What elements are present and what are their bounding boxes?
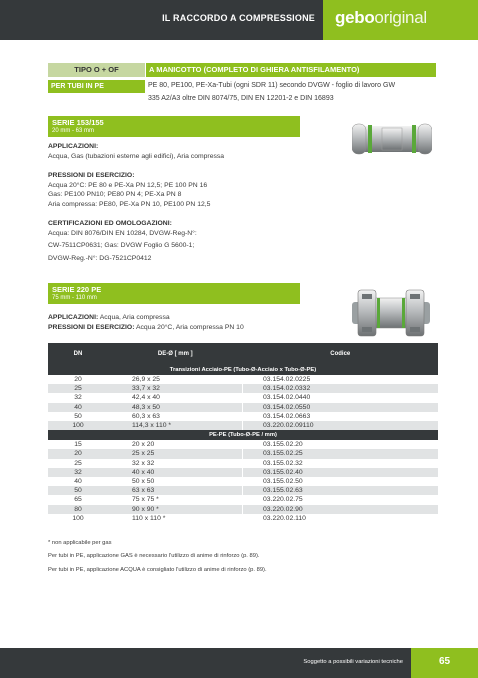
applications-heading-2: APPLICAZIONI: [48, 314, 99, 321]
cell-dn: 100 [48, 421, 108, 430]
cell-dn: 20 [48, 375, 108, 384]
cell-dn: 32 [48, 468, 108, 477]
series-2-banner [48, 283, 300, 304]
cell-dn: 100 [48, 514, 108, 523]
table-row [48, 412, 438, 421]
table-row [48, 468, 438, 477]
section-title: Transizioni Acciaio-PE (Tubo-Ø-Acciaio x Tubo-Ø-PE) [48, 365, 438, 375]
cell-code: 03.220.02.75 [243, 495, 439, 504]
cell-de: 20 x 20 [108, 440, 243, 449]
series-2-range: 75 mm - 110 mm [52, 295, 97, 301]
page-number: 65 [438, 656, 451, 667]
series-1-range: 20 mm - 63 mm [52, 128, 95, 134]
cert-heading: CERTIFICAZIONI ED OMOLOGAZIONI: [48, 220, 172, 227]
footer-note: Soggetto a possibili variazioni tecniche [303, 659, 403, 665]
cell-de: 40 x 40 [108, 468, 243, 477]
cell-dn: 25 [48, 459, 108, 468]
table-section-header [48, 365, 438, 375]
brand-logo: gebooriginal [335, 8, 427, 27]
cell-de: 50 x 50 [108, 477, 243, 486]
type-row [48, 63, 436, 77]
cell-de: 25 x 25 [108, 449, 243, 458]
cell-de: 75 x 75 * [108, 495, 243, 504]
table-row [48, 477, 438, 486]
footnote-2: Per tubi in PE, applicazione GAS è necessario l'utilizzo di anime di rinforzo (p. 89). [48, 553, 260, 559]
pressure-heading: PRESSIONI DI ESERCIZIO: [48, 172, 135, 179]
cell-code: 03.220.02.110 [243, 514, 439, 523]
cell-dn: 25 [48, 384, 108, 393]
table-row [48, 495, 438, 504]
table-row [48, 505, 438, 514]
cell-dn: 15 [48, 440, 108, 449]
cell-de: 26,9 x 25 [108, 375, 243, 384]
cell-dn: 20 [48, 449, 108, 458]
product-table [48, 343, 438, 523]
cell-de: 114,3 x 110 * [108, 421, 243, 430]
table-row [48, 449, 438, 458]
header-dn: DN [48, 343, 108, 365]
header-title: IL RACCORDO A COMPRESSIONE [162, 13, 315, 23]
cell-de: 32 x 32 [108, 459, 243, 468]
cell-code: 03.155.02.63 [243, 486, 439, 495]
pressure-heading-2: PRESSIONI DI ESERCIZIO: [48, 323, 135, 331]
cell-code: 03.155.02.20 [243, 440, 439, 449]
series-1-details: APPLICAZIONI: Acqua, Gas (tubazioni esterne agli edifici), Aria compressa PRESSIONI DI ESERCIZIO: Acqua 20°C: PE 80 e PE-Xa PN 12,5; PE 100 PN 16 Gas: PE100 PN10; PE80 PN 4; PE-Xa PN 8 Aria compressa: PE80, PE-Xa PN 10, PE100 PN 12,5 CERTIFICAZIONI ED OMOLOGAZIONI: Acqua: DIN 8076/DIN EN 10284, DVGW-Reg-N°: CW-7511CP0631; Gas: DVGW Foglio G 5600-1; DVGW-Reg.-N°: DG-7521CP0412 [48, 142, 438, 263]
cell-dn: 50 [48, 412, 108, 421]
footnote-3: Per tubi in PE, applicazione ACQUA è consigliato l'utilizzo di anime di rinforzo (p. 89). [48, 567, 267, 573]
type-label: TIPO O + OF [48, 63, 145, 77]
cell-de: 90 x 90 * [108, 505, 243, 514]
table-header-row [48, 343, 438, 365]
header-bar [0, 0, 323, 40]
cell-code: 03.154.02.0440 [243, 393, 439, 402]
series-1-title: SERIE 153/155 [52, 118, 104, 127]
footnote-1: * non applicabile per gas [48, 540, 112, 546]
cell-code: 03.155.02.40 [243, 468, 439, 477]
series-2-details: APPLICAZIONI: Acqua, Aria compressa PRESSIONI DI ESERCIZIO: Acqua 20°C, Aria compressa PN 10 [48, 314, 244, 331]
header-de: DE-Ø [ mm ] [108, 343, 243, 365]
table-row [48, 440, 438, 449]
pipes-text: PE 80, PE100, PE-Xa-Tubi (ogni SDR 11) secondo DVGW - foglio di lavoro GW 335 A2/A3 oltre DIN 8074/75, DIN EN 12201-2 e DIN 16893 [148, 82, 396, 102]
cell-de: 48,3 x 50 [108, 403, 243, 412]
cell-dn: 40 [48, 403, 108, 412]
applications-text: Acqua, Gas (tubazioni esterne agli edifici), Aria compressa [48, 152, 225, 160]
cell-code: 03.154.02.0332 [243, 384, 439, 393]
cell-de: 42,4 x 40 [108, 393, 243, 402]
cell-code: 03.154.02.0550 [243, 403, 439, 412]
page-number-box [411, 648, 478, 678]
cell-de: 60,3 x 63 [108, 412, 243, 421]
type-value: A MANICOTTO (COMPLETO DI GHIERA ANTISFILAMENTO) [146, 63, 436, 77]
cell-de: 33,7 x 32 [108, 384, 243, 393]
series-2-title: SERIE 220 PE [52, 285, 102, 294]
cell-code: 03.220.02.09110 [243, 421, 439, 430]
applications-heading: APPLICAZIONI: [48, 143, 99, 150]
cell-dn: 32 [48, 393, 108, 402]
cell-code: 03.154.02.0225 [243, 375, 439, 384]
table-row [48, 375, 438, 384]
footer-bar [0, 648, 411, 678]
cell-code: 03.155.02.25 [243, 449, 439, 458]
table-row [48, 384, 438, 393]
section-title: PE-PE (Tubo-Ø-PE / mm) [48, 430, 438, 440]
cell-dn: 65 [48, 495, 108, 504]
header-code: Codice [243, 343, 439, 365]
cell-code: 03.154.02.0663 [243, 412, 439, 421]
table-row [48, 486, 438, 495]
cell-code: 03.155.02.50 [243, 477, 439, 486]
table-row [48, 514, 438, 523]
cell-dn: 40 [48, 477, 108, 486]
cell-dn: 50 [48, 486, 108, 495]
table-row [48, 403, 438, 412]
table-section-header [48, 430, 438, 440]
pipes-label: PER TUBI IN PE [48, 80, 145, 93]
series-1-banner [48, 116, 300, 137]
cell-code: 03.155.02.32 [243, 459, 439, 468]
table-row [48, 459, 438, 468]
cell-de: 110 x 110 * [108, 514, 243, 523]
table-row [48, 421, 438, 430]
cell-de: 63 x 63 [108, 486, 243, 495]
cell-dn: 80 [48, 505, 108, 514]
brand-bar [323, 0, 478, 40]
table-row [48, 393, 438, 402]
cell-code: 03.220.02.90 [243, 505, 439, 514]
